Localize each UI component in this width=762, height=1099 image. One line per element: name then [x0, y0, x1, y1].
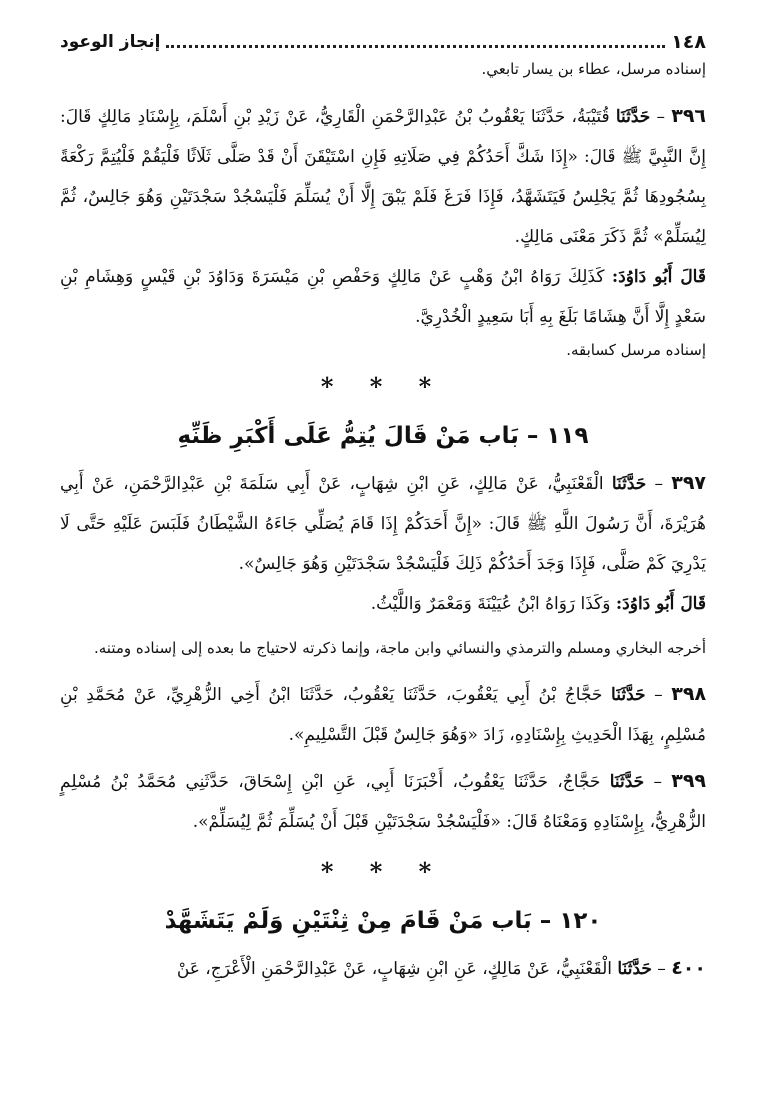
- hadith-lead: حَدَّثَنَا: [609, 772, 645, 792]
- chapter-heading: ١١٩ – بَاب مَنْ قَالَ يُتِمُّ عَلَى أَكْبَرِ ظَنِّهِ: [177, 423, 589, 449]
- comment-text: وَكَذَا رَوَاهُ ابْنُ عُيَيْنَةَ وَمَعْمَرٌ وَاللَّيْثُ.: [370, 594, 611, 614]
- chapter-heading: ١٢٠ – بَاب مَنْ قَامَ مِنْ ثِنْتَيْنِ وَلَمْ يَتَشَهَّدْ: [164, 908, 602, 934]
- hadith-399: ٣٩٩ – حَدَّثَنَا حَجَّاجٌ، حَدَّثَنَا يَعْقُوبُ، أَخْبَرَنَا أَبِي، عَنِ ابْنِ إِسْحَاقَ، حَدَّثَنِي مُحَمَّدُ بْنُ مُسْلِمٍ الزُّهْرِيُّ، بِإِسْنَادِهِ وَمَعْنَاهُ قَالَ: «فَلْيَسْجُدْ سَجْدَتَيْنِ قَبْلَ أَنْ يُسَلِّمَ ثُمَّ لِيُسَلِّمْ».: [60, 770, 707, 832]
- hadith-text: الْقَعْنَبِيُّ، عَنْ مَالِكٍ، عَنِ ابْنِ شِهَابٍ، عَنْ أَبِي سَلَمَةَ بْنِ عَبْدِالرَّحْمَنِ، عَنْ أَبِي هُرَيْرَةَ، أَنَّ رَسُولَ اللَّهِ ﷺ قَالَ: «إِنَّ أَحَدَكُمْ إِذَا قَامَ يُصَلِّي جَاءَهُ الشَّيْطَانُ فَلَبَسَ عَلَيْهِ حَتَّى لَا يَدْرِيَ كَمْ صَلَّى، فَإِذَا وَجَدَ أَحَدُكُمْ ذَلِكَ فَلْيَسْجُدْ سَجْدَتَيْنِ وَهُوَ جَالِسٌ».: [60, 474, 706, 574]
- section-divider-stars: * * *: [320, 857, 446, 886]
- hadith-number: ٣٩٦: [671, 105, 707, 127]
- section-divider-stars: * * *: [320, 372, 446, 401]
- running-header: [60, 26, 706, 56]
- hadith-397: ٣٩٧ – حَدَّثَنَا الْقَعْنَبِيُّ، عَنْ مَالِكٍ، عَنِ ابْنِ شِهَابٍ، عَنْ أَبِي سَلَمَةَ بْنِ عَبْدِالرَّحْمَنِ، عَنْ أَبِي هُرَيْرَةَ، أَنَّ رَسُولَ اللَّهِ ﷺ قَالَ: «إِنَّ أَحَدَكُمْ إِذَا قَامَ يُصَلِّي جَاءَهُ الشَّيْطَانُ فَلَبَسَ عَلَيْهِ حَتَّى لَا يَدْرِيَ كَمْ صَلَّى، فَإِذَا وَجَدَ أَحَدُكُمْ ذَلِكَ فَلْيَسْجُدْ سَجْدَتَيْنِ وَهُوَ جَالِسٌ».: [60, 472, 707, 574]
- takhrij-note: أخرجه البخاري ومسلم والترمذي والنسائي وابن ماجة، وإنما ذكرته لاحتياج ما بعده إلى إسناده ومتنه.: [93, 639, 706, 657]
- grading-note: إسناده مرسل، عطاء بن يسار تابعي.: [481, 60, 706, 78]
- comment-lead: قَالَ أَبُو دَاوُدَ:: [611, 267, 706, 287]
- hadith-text: حَجَّاجٌ، حَدَّثَنَا يَعْقُوبُ، أَخْبَرَنَا أَبِي، عَنِ ابْنِ إِسْحَاقَ، حَدَّثَنِي مُحَمَّدُ بْنُ مُسْلِمٍ الزُّهْرِيُّ، بِإِسْنَادِهِ وَمَعْنَاهُ قَالَ: «فَلْيَسْجُدْ سَجْدَتَيْنِ قَبْلَ أَنْ يُسَلِّمَ ثُمَّ لِيُسَلِّمْ».: [60, 772, 706, 832]
- hadith-text: الْقَعْنَبِيُّ، عَنْ مَالِكٍ، عَنِ ابْنِ شِهَابٍ، عَنْ عَبْدِالرَّحْمَنِ الْأَعْرَجِ، عَنْ: [176, 959, 612, 979]
- hadith-number: ٤٠٠: [671, 957, 706, 979]
- header-dotted-leader: [166, 45, 665, 48]
- abu-dawud-comment: [60, 584, 706, 624]
- hadith-number: ٣٩٩: [671, 770, 707, 792]
- comment-lead: قَالَ أَبُو دَاوُدَ:: [615, 594, 706, 614]
- hadith-400: ٤٠٠ – حَدَّثَنَا الْقَعْنَبِيُّ، عَنْ مَالِكٍ، عَنِ ابْنِ شِهَابٍ، عَنْ عَبْدِالرَّحْمَنِ الْأَعْرَجِ، عَنْ: [176, 957, 706, 979]
- comment-text: كَذَلِكَ رَوَاهُ ابْنُ وَهْبٍ عَنْ مَالِكٍ وَحَفْصِ بْنِ مَيْسَرَةَ وَدَاوُدَ بْنِ قَيْسٍ وَهِشَامِ بْنِ سَعْدٍ إِلَّا أَنَّ هِشَامًا بَلَغَ بِهِ أَبَا سَعِيدٍ الْخُدْرِيَّ.: [60, 267, 706, 327]
- grading-note: إسناده مرسل كسابقه.: [566, 341, 706, 359]
- hadith-text: حَجَّاجُ بْنُ أَبِي يَعْقُوبَ، حَدَّثَنَا يَعْقُوبُ، حَدَّثَنَا ابْنُ أَخِي الزُّهْرِيِّ، عَنْ مُحَمَّدِ بْنِ مُسْلِمٍ، بِهَذَا الْحَدِيثِ بِإِسْنَادِهِ، زَادَ «وَهُوَ جَالِسٌ قَبْلَ التَّسْلِيمِ».: [60, 685, 706, 745]
- hadith-lead: حَدَّثَنَا: [611, 685, 646, 705]
- running-title: إنجاز الوعود: [60, 32, 161, 52]
- hadith-396: ٣٩٦ – حَدَّثَنَا قُتَيْبَةُ، حَدَّثَنَا يَعْقُوبُ بْنُ عَبْدِالرَّحْمَنِ الْقَارِيُّ، عَنْ زَيْدِ بْنِ أَسْلَمَ، بِإِسْنَادِ مَالِكٍ قَالَ: إِنَّ النَّبِيَّ ﷺ قَالَ: «إِذَا شَكَّ أَحَدُكُمْ فِي صَلَاتِهِ فَإِنِ اسْتَيْقَنَ أَنْ قَدْ صَلَّى ثَلَاثًا فَلْيَقُمْ فَلْيُتِمَّ رَكْعَةً بِسُجُودِهَا ثُمَّ يَجْلِسُ فَيَتَشَهَّدُ، فَإِذَا فَرَغَ فَلَمْ يَبْقَ إِلَّا أَنْ يُسَلِّمَ فَلْيَسْجُدْ سَجْدَتَيْنِ وَهُوَ جَالِسٌ، ثُمَّ لِيُسَلِّمْ» ثُمَّ ذَكَرَ مَعْنَى مَالِكٍ.: [60, 105, 707, 247]
- hadith-number: ٣٩٧: [671, 472, 707, 494]
- hadith-398: ٣٩٨ – حَدَّثَنَا حَجَّاجُ بْنُ أَبِي يَعْقُوبَ، حَدَّثَنَا يَعْقُوبُ، حَدَّثَنَا ابْنُ أَخِي الزُّهْرِيِّ، عَنْ مُحَمَّدِ بْنِ مُسْلِمٍ، بِهَذَا الْحَدِيثِ بِإِسْنَادِهِ، زَادَ «وَهُوَ جَالِسٌ قَبْلَ التَّسْلِيمِ».: [60, 683, 707, 745]
- hadith-lead: حَدَّثَنَا: [617, 959, 652, 979]
- hadith-number: ٣٩٨: [671, 683, 707, 705]
- hadith-text: قُتَيْبَةُ، حَدَّثَنَا يَعْقُوبُ بْنُ عَبْدِالرَّحْمَنِ الْقَارِيُّ، عَنْ زَيْدِ بْنِ أَسْلَمَ، بِإِسْنَادِ مَالِكٍ قَالَ: إِنَّ النَّبِيَّ ﷺ قَالَ: «إِذَا شَكَّ أَحَدُكُمْ فِي صَلَاتِهِ فَإِنِ اسْتَيْقَنَ أَنْ قَدْ صَلَّى ثَلَاثًا فَلْيَقُمْ فَلْيُتِمَّ رَكْعَةً بِسُجُودِهَا ثُمَّ يَجْلِسُ فَيَتَشَهَّدُ، فَإِذَا فَرَغَ فَلَمْ يَبْقَ إِلَّا أَنْ يُسَلِّمَ فَلْيَسْجُدْ سَجْدَتَيْنِ وَهُوَ جَالِسٌ، ثُمَّ لِيُسَلِّمْ» ثُمَّ ذَكَرَ مَعْنَى مَالِكٍ.: [60, 107, 706, 247]
- hadith-lead: حَدَّثَنَا: [615, 107, 651, 127]
- abu-dawud-comment: [60, 257, 706, 337]
- page-number: ١٤٨: [671, 31, 706, 53]
- hadith-lead: حَدَّثَنَا: [611, 474, 647, 494]
